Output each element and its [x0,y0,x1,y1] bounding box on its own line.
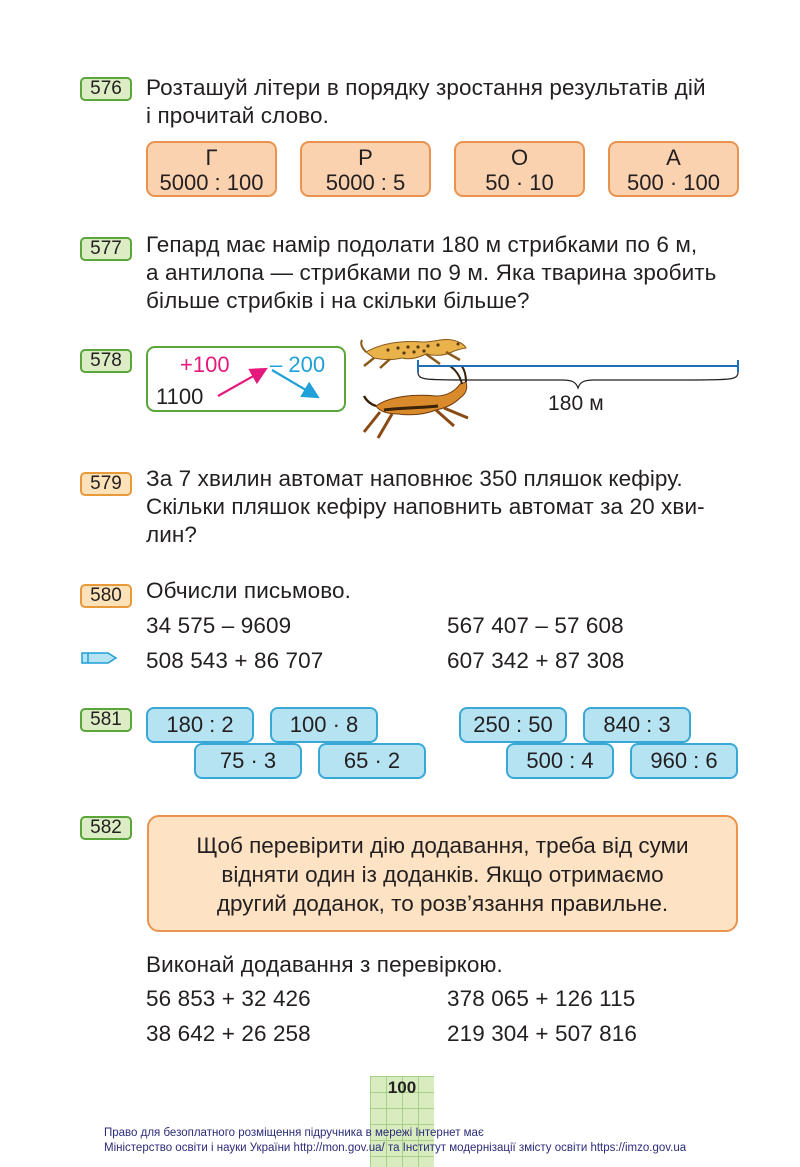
rule-line: Щоб перевірити дію додавання, треба від суми [196,833,689,858]
exercise-number-582: 582 [80,816,132,840]
ex579-text-line3: лин? [146,522,198,547]
ex577-text-line1: Гепард має намір подолати 180 м стрибками по 6 м, [146,232,698,257]
exercise-number-579: 579 [80,472,132,496]
footer-line2: Міністерство освіти і науки України http://mon.gov.ua/ та Інститут модернізації змісту освіти https://imzo.gov.ua [104,1142,687,1154]
page-number: 100 [387,1078,417,1097]
ex582-expr3: 38 642 + 26 258 [146,1021,311,1046]
expression-card: 100 · 8 [270,707,378,743]
exercise-number-577: 577 [80,237,132,261]
exercise-number-576: 576 [80,77,132,101]
chain-box [146,346,346,412]
expression-card: 250 : 50 [459,707,567,743]
expression-card: 75 · 3 [194,743,302,779]
card-expression: 5000 : 5 [325,170,406,195]
expression-card: 500 : 4 [506,743,614,779]
expression-card: 840 : 3 [583,707,691,743]
rule-line: відняти один із доданків. Якщо отримаємо [221,862,664,887]
letter-card [300,141,431,197]
card-expression: 5000 : 100 [159,170,264,195]
card-expression: 500 · 100 [627,170,720,195]
card-letter: А [666,145,681,170]
chain-plus: +100 [180,352,230,377]
ex577-text-line3: більше стрибків і на скільки більше? [146,288,530,313]
expression-card: 960 : 6 [630,743,738,779]
exercise-number-580: 580 [80,584,132,608]
chain-minus: – 200 [270,352,326,377]
ex580-instruction: Обчисли письмово. [146,578,352,603]
ex579-text-line2: Скільки пляшок кефіру наповнить автомат за 20 хви- [146,494,705,519]
card-expression: 50 · 10 [485,170,554,195]
footer-line1: Право для безоплатного розміщення підручника в мережі Інтернет має [104,1127,484,1139]
ex582-expr1: 56 853 + 32 426 [146,986,311,1011]
ex580-expr1: 34 575 – 9609 [146,613,292,638]
card-letter: Р [358,145,373,170]
card-letter: О [510,145,529,170]
letter-card [146,141,277,197]
rule-line: другий доданок, то розв’язання правильне. [216,891,669,916]
ex577-text-line2: а антилопа — стрибками по 9 м. Яка тварина зробить [146,260,717,285]
exercise-number-581: 581 [80,708,132,732]
ex582-expr4: 219 304 + 507 816 [447,1021,638,1046]
distance-label: 180 м [548,392,604,415]
ex582-expr2: 378 065 + 126 115 [447,986,636,1011]
ex579-text-line1: За 7 хвилин автомат наповнює 350 пляшок кефіру. [146,466,683,491]
rule-box [147,815,738,932]
ex580-expr2: 567 407 – 57 608 [447,613,624,638]
expression-card: 65 · 2 [318,743,426,779]
chain-start: 1100 [156,384,204,409]
ex576-text-line2: і прочитай слово. [146,103,329,128]
ex580-expr4: 607 342 + 87 308 [447,648,625,673]
letter-card [454,141,585,197]
ex576-text-line1: Розташуй літери в порядку зростання результатів дій [146,75,706,100]
pencil-icon [80,649,120,667]
exercise-number-578: 578 [80,349,132,373]
letter-card [608,141,739,197]
expression-card: 180 : 2 [146,707,254,743]
ex582-instruction: Виконай додавання з перевіркою. [146,952,503,977]
ex580-expr3: 508 543 + 86 707 [146,648,324,673]
card-letter: Г [205,145,218,170]
